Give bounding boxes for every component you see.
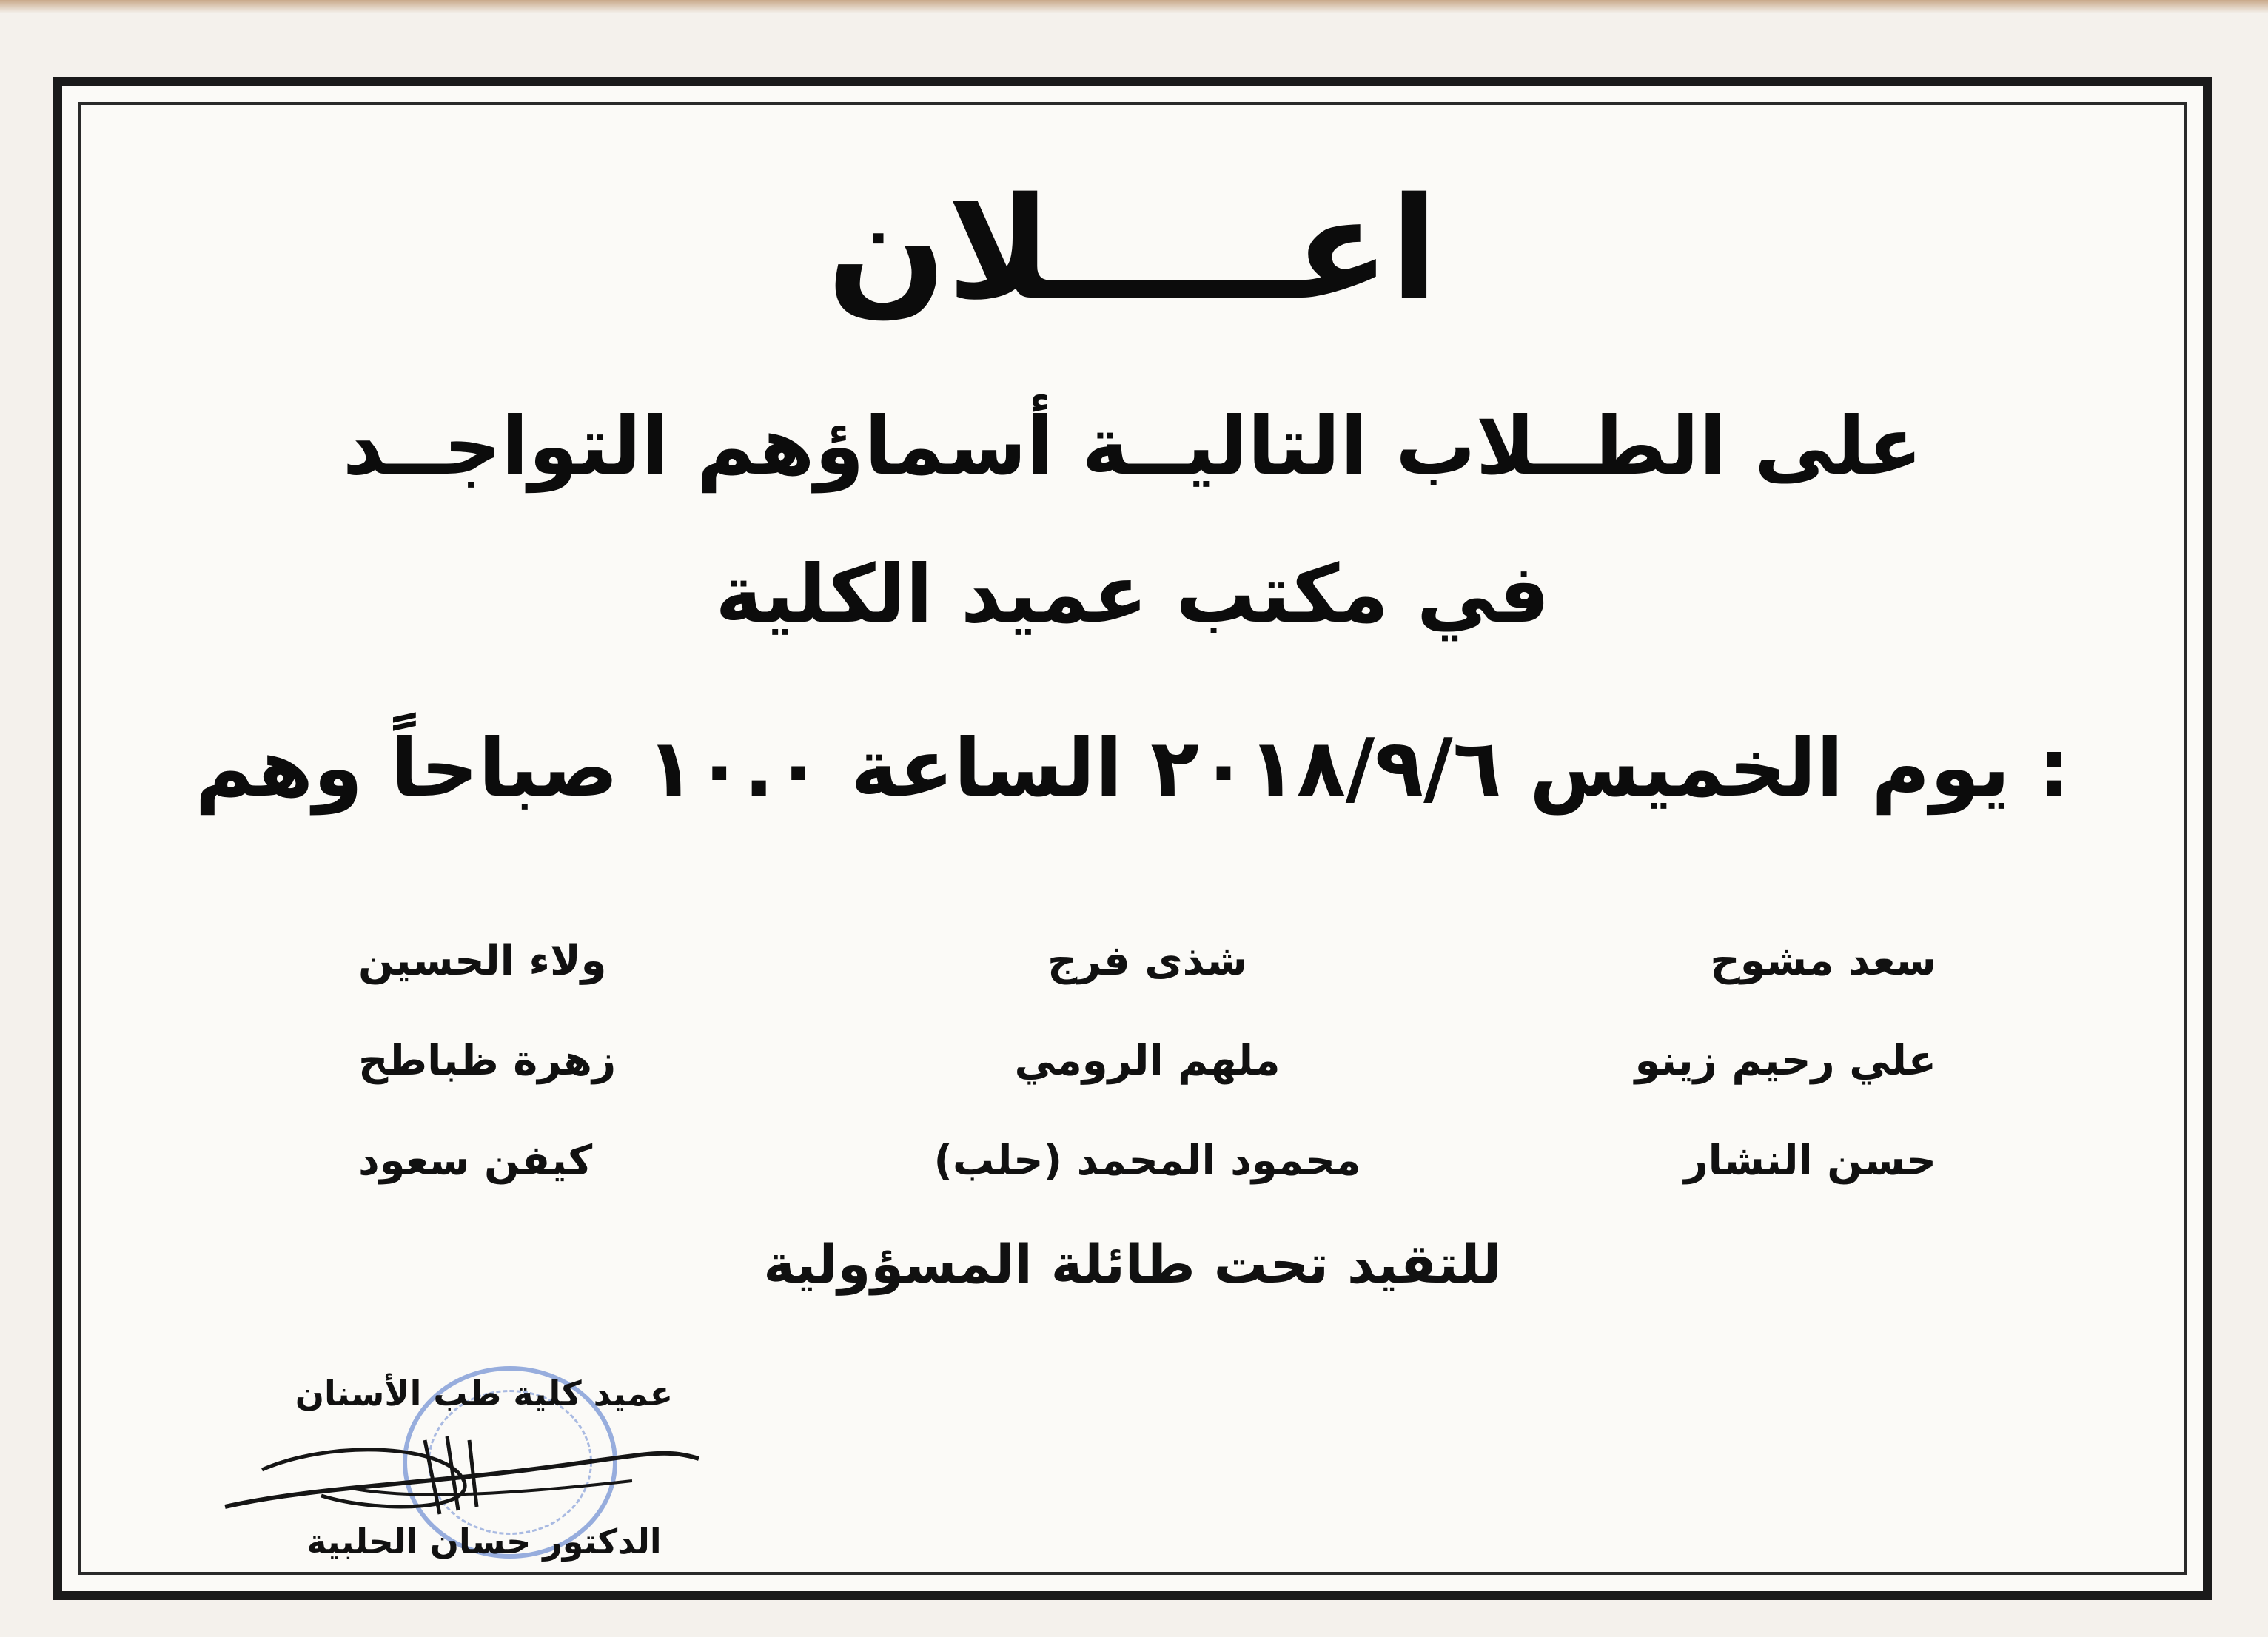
document-frame <box>53 77 2212 1600</box>
name-row <box>62 1037 2203 1096</box>
responsibility-note: للتقيد تحت طائلة المسؤولية <box>763 1233 1502 1295</box>
announcement-line-3: : يوم الخميس ٢٠١٨/٩/٦ الساعة ١٠.٠ صباحاً وهم <box>195 722 2070 815</box>
name-row <box>62 937 2203 996</box>
dean-title: عميد كلية طب الأسنان <box>295 1374 674 1414</box>
name-row <box>62 1137 2203 1196</box>
student-name: زهرة ظباطح <box>358 1037 617 1085</box>
student-name: محمود المحمد (حلب) <box>933 1137 1361 1185</box>
student-name: كيفن سعود <box>358 1137 593 1185</box>
dean-name: الدكتور حسان الحلبية <box>306 1522 662 1562</box>
paper-edge <box>0 0 2268 13</box>
student-name: ملهم الرومي <box>1014 1037 1281 1085</box>
student-name: ولاء الحسين <box>358 937 607 985</box>
student-name: علي رحيم زينو <box>1634 1037 1936 1085</box>
announcement-line-1: على الطــلاب التاليــة أسماؤهم التواجــد <box>342 400 1923 493</box>
student-name: شذى فرج <box>1047 937 1248 985</box>
student-name: حسن النشار <box>1684 1137 1936 1185</box>
student-names <box>62 856 2203 1185</box>
student-name: سعد مشوح <box>1710 937 1936 985</box>
announcement-line-2: في مكتب عميد الكلية <box>715 548 1550 641</box>
announcement-title: اعـــــلان <box>826 167 1439 331</box>
